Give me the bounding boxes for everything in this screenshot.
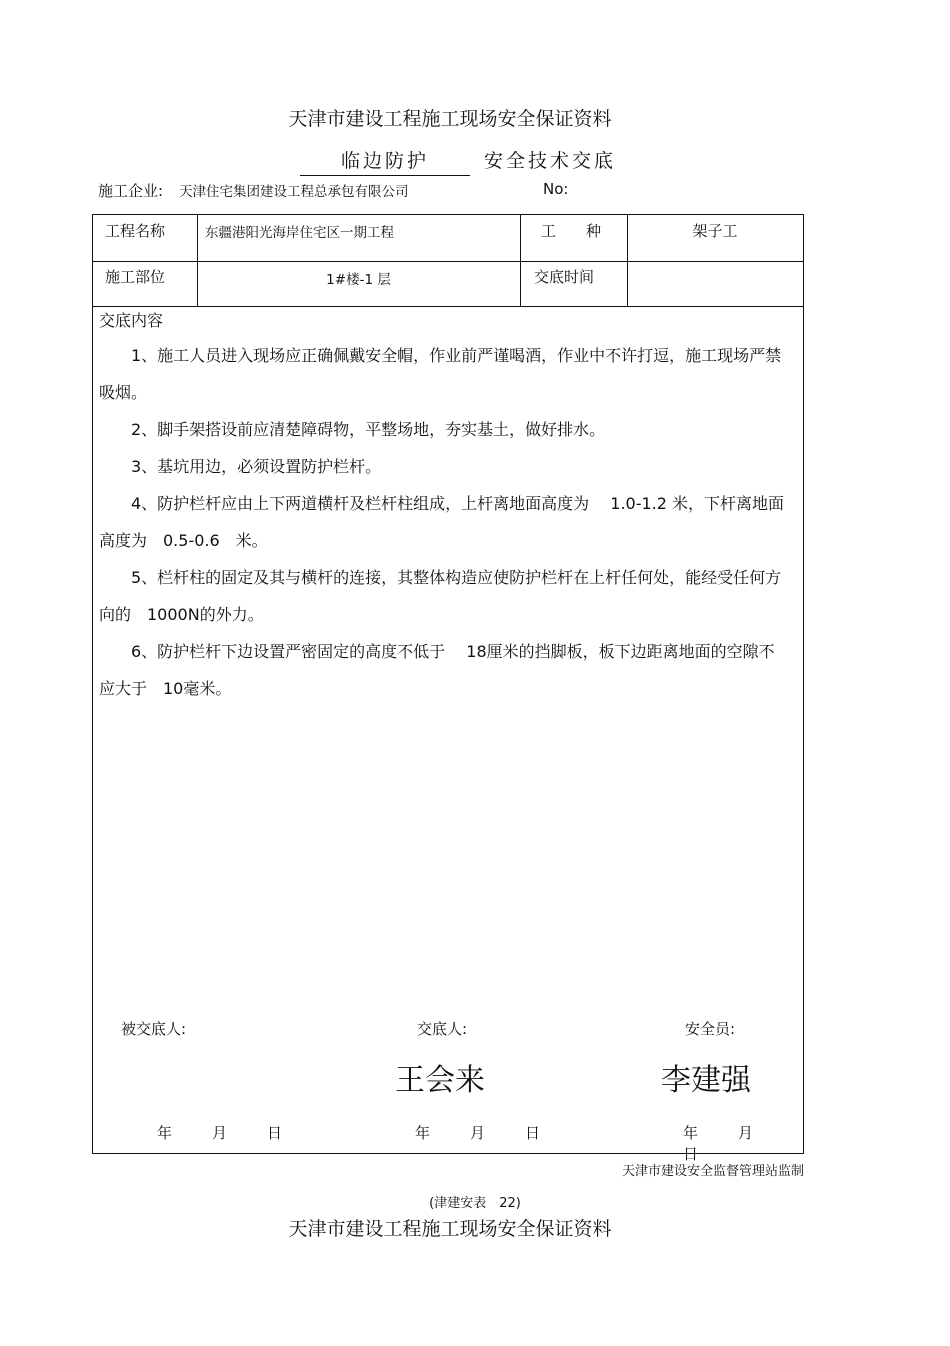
content-paragraph-3: 3、基坑用边，必须设置防护栏杆。	[99, 457, 382, 476]
date-month: 月	[738, 1124, 754, 1142]
document-title: 天津市建设工程施工现场安全保证资料	[288, 108, 612, 130]
row-divider-1	[93, 261, 803, 262]
safety-officer-signature: 李建强	[661, 1063, 751, 1098]
next-page-title: 天津市建设工程施工现场安全保证资料	[288, 1218, 612, 1240]
discloser-date	[415, 1122, 540, 1143]
col-divider-1	[197, 215, 198, 306]
date-day: 日	[683, 1145, 699, 1163]
date-year: 年	[415, 1124, 431, 1142]
content-paragraph-4: 4、防护栏杆应由上下两道横杆及栏杆柱组成，上杆离地面高度为 1.0-1.2 米，下杆离地面高度为 0.5-0.6 米。	[99, 494, 785, 550]
trade-value: 架子工	[692, 222, 738, 240]
discloser-signature: 王会来	[395, 1063, 485, 1098]
content-paragraph-5: 5、栏杆柱的固定及其与横杆的连接，其整体构造应使防护栏杆在上杆任何处，能经受任何方向的 1000N的外力。	[99, 568, 782, 624]
trade-label: 工 种	[541, 222, 602, 240]
content-body	[99, 337, 789, 707]
receiver-label: 被交底人:	[121, 1020, 187, 1038]
subtitle-type: 安全技术交底	[484, 150, 617, 172]
subtitle-topic: 临边防护	[300, 146, 470, 176]
date-year: 年	[157, 1124, 173, 1142]
content-paragraph-1: 1、施工人员进入现场应正确佩戴安全帽，作业前严谨喝酒，作业中不许打逗，施工现场严禁吸烟。	[99, 346, 782, 402]
disclosure-time-label: 交底时间	[534, 268, 595, 286]
content-paragraph-6: 6、防护栏杆下边设置严密固定的高度不低于 18厘米的挡脚板，板下边距离地面的空隙不应大于 10毫米。	[99, 642, 775, 698]
content-paragraph-2: 2、脚手架搭设前应清楚障碍物，平整场地，夯实基土，做好排水。	[99, 420, 606, 439]
col-divider-2	[520, 215, 521, 306]
location-value: 1#楼-1 层	[326, 272, 391, 288]
project-name-label: 工程名称	[105, 222, 166, 240]
content-heading: 交底内容	[99, 311, 164, 330]
date-month: 月	[470, 1124, 486, 1142]
date-month: 月	[212, 1124, 228, 1142]
date-day: 日	[525, 1124, 541, 1142]
row-divider-2	[93, 306, 803, 307]
project-name-value: 东疆港阳光海岸住宅区一期工程	[205, 225, 394, 241]
company-row	[98, 180, 409, 201]
form-number: (津建安表 22)	[429, 1196, 521, 1211]
discloser-label: 交底人:	[417, 1020, 468, 1038]
document-subtitle	[300, 146, 616, 176]
location-label: 施工部位	[105, 268, 166, 286]
safety-officer-date	[683, 1122, 803, 1164]
document-number-label: No:	[543, 180, 569, 198]
disclosure-form	[92, 214, 804, 1163]
supervisor-note: 天津市建设安全监督管理站监制	[622, 1164, 805, 1179]
company-value: 天津住宅集团建设工程总承包有限公司	[179, 184, 409, 200]
safety-officer-label: 安全员:	[685, 1020, 736, 1038]
date-day: 日	[267, 1124, 283, 1142]
company-label: 施工企业:	[98, 182, 164, 200]
date-year: 年	[683, 1124, 699, 1142]
receiver-date	[157, 1122, 282, 1143]
